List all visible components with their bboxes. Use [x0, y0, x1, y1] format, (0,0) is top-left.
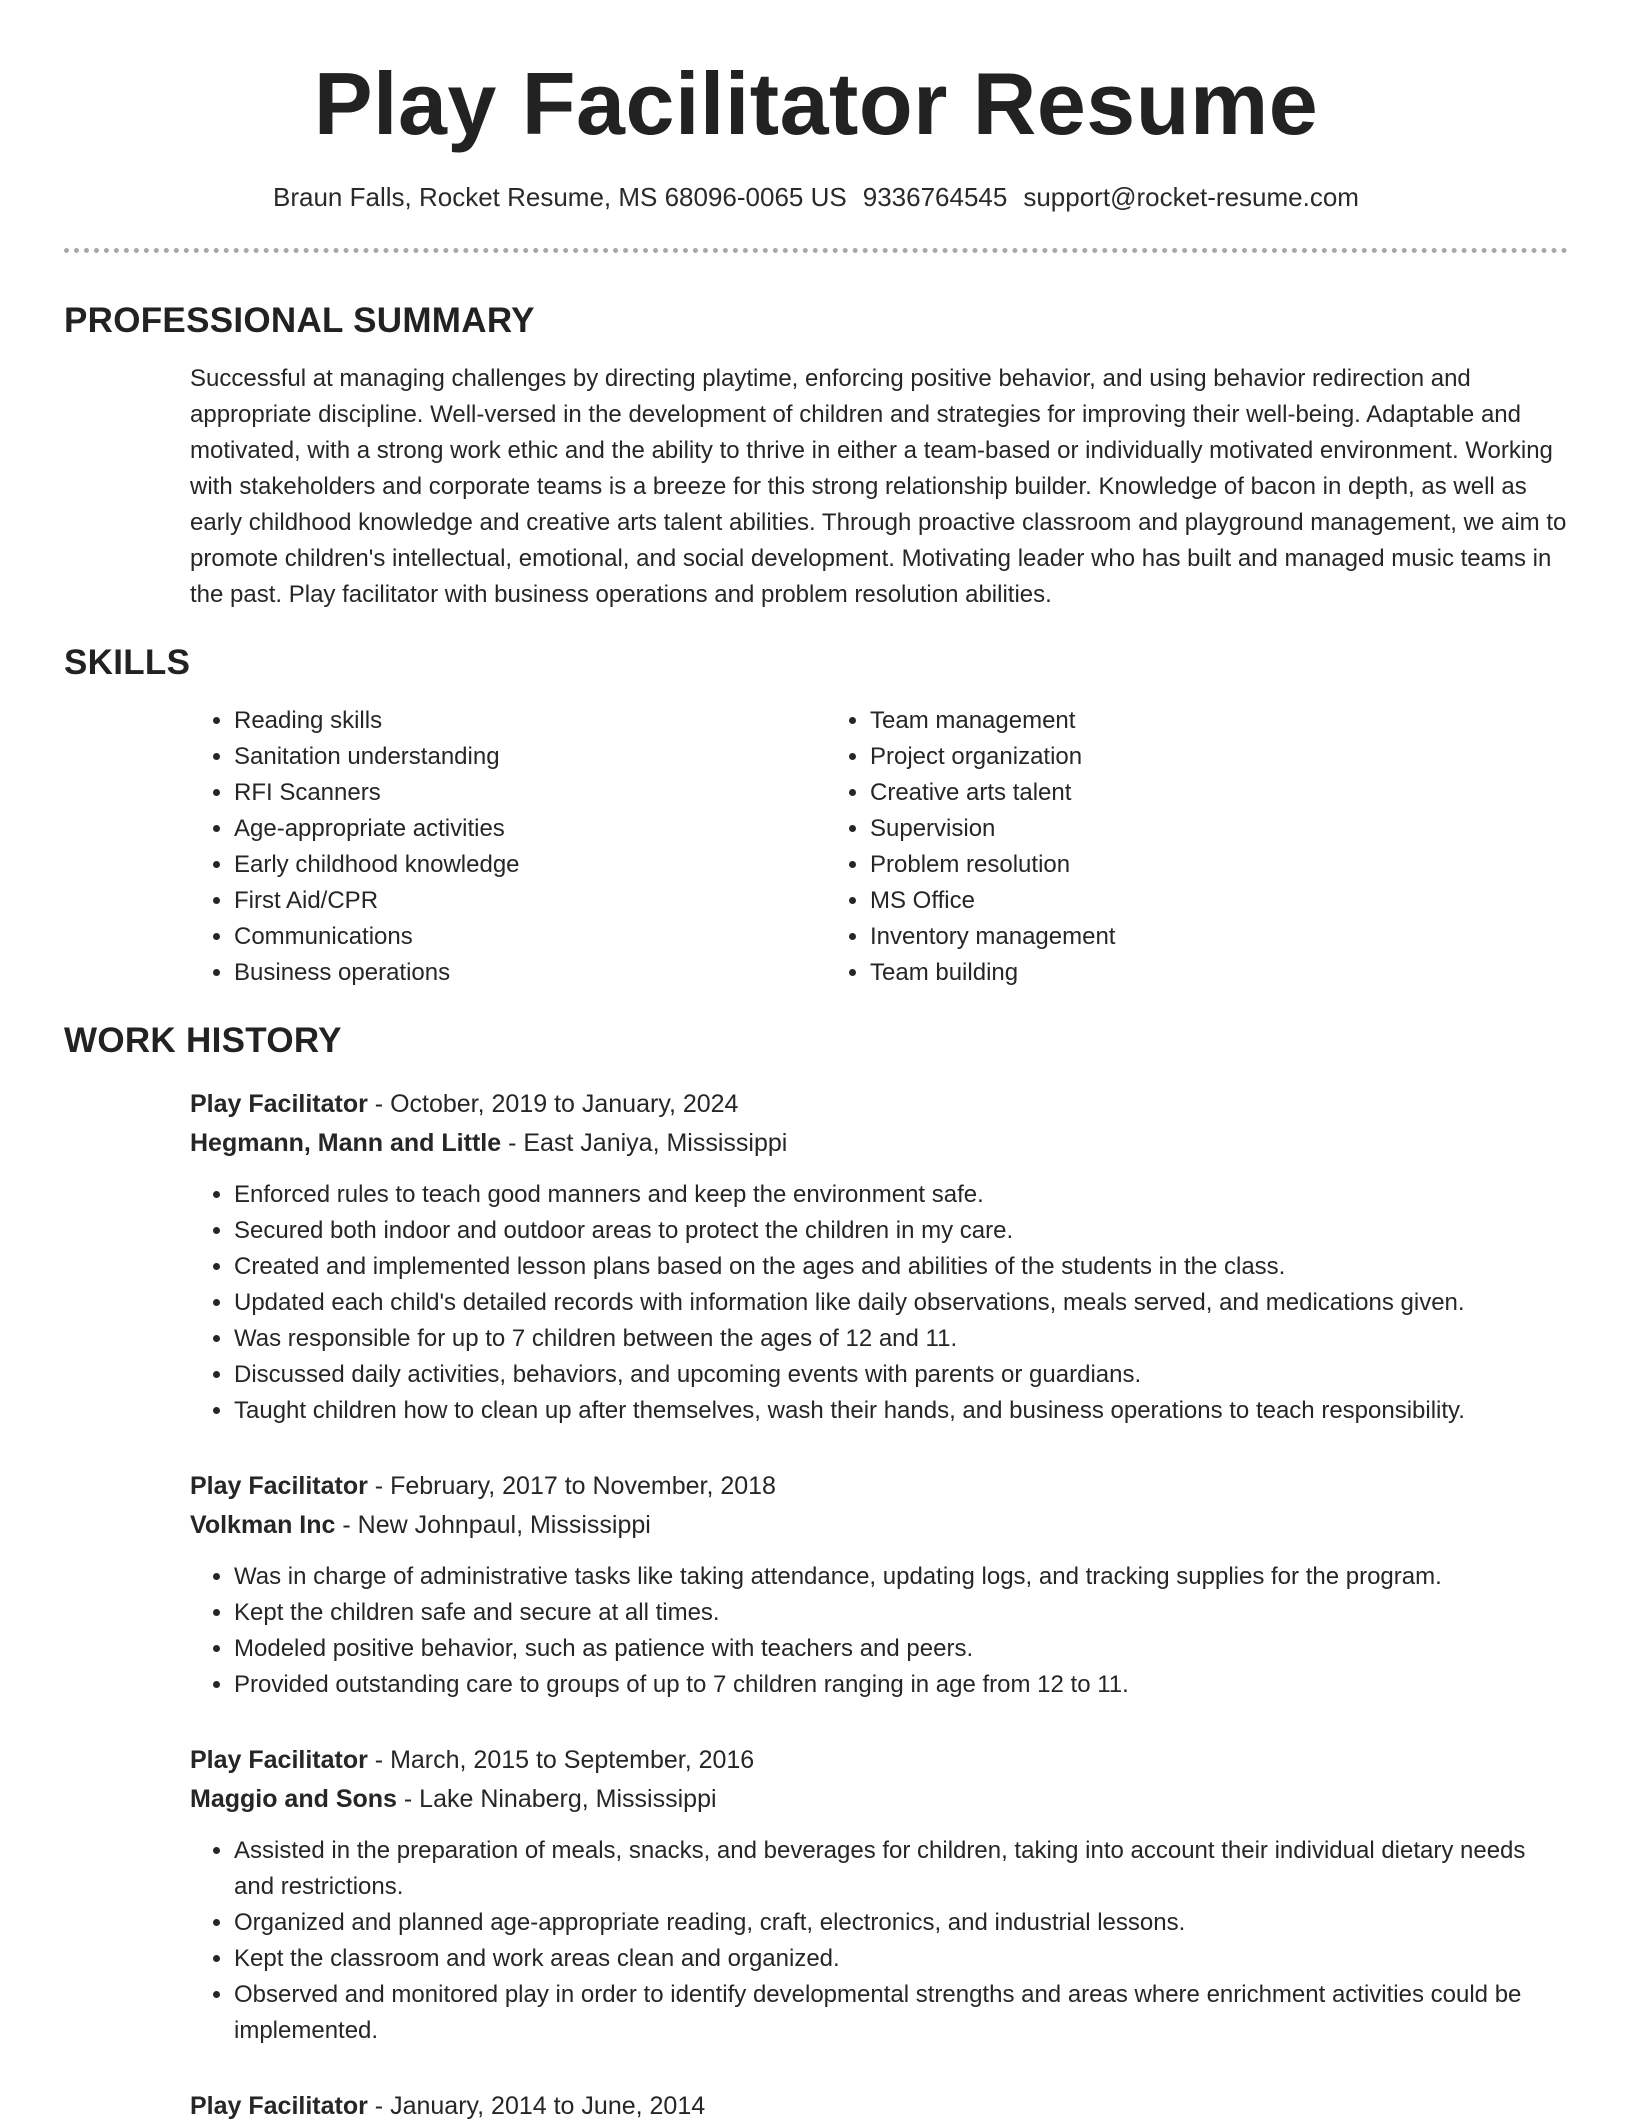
job-bullet: • Provided outstanding care to groups of up to 7 children ranging in age from 12 to 11. [234, 1667, 1568, 1703]
job-dates: - February, 2017 to November, 2018 [367, 1472, 776, 1500]
job-company: Volkman Inc [190, 1511, 336, 1539]
job-bullet: • Was responsible for up to 7 children between the ages of 12 and 11. [234, 1321, 1568, 1357]
skill-item: • Project organization [870, 739, 1462, 775]
job-title: Play Facilitator [190, 2092, 368, 2120]
skill-item: • Communications [234, 919, 826, 955]
job-location: - Lake Ninaberg, Mississippi [396, 1785, 717, 1813]
job-company: Maggio and Sons [190, 1785, 397, 1813]
contact-email[interactable]: support@rocket-resume.com [1023, 182, 1359, 212]
resume-title: Play Facilitator Resume [313, 54, 1319, 153]
job-bullet: • Taught children how to clean up after themselves, wash their hands, and business operations to teach responsibility. [234, 1393, 1568, 1429]
job-title: Play Facilitator [190, 1472, 368, 1500]
job-bullet: • Enforced rules to teach good manners and keep the environment safe. [234, 1177, 1568, 1213]
skill-item: • First Aid/CPR [234, 883, 826, 919]
skill-item: • Supervision [870, 811, 1462, 847]
job-bullet: • Assisted in the preparation of meals, snacks, and beverages for children, taking into account their individual dietary needs and restrictions. [234, 1833, 1568, 1905]
job-dates: - October, 2019 to January, 2024 [367, 1090, 739, 1118]
job-bullet: • Created and implemented lesson plans based on the ages and abilities of the students in the class. [234, 1249, 1568, 1285]
job-bullet: • Kept the children safe and secure at all times. [234, 1595, 1568, 1631]
skills-column-left [190, 703, 826, 991]
job-location: - New Johnpaul, Mississippi [335, 1511, 651, 1539]
work-history [190, 1085, 1568, 2126]
job-entry [190, 1085, 1568, 1429]
job-bullets [190, 1833, 1568, 2049]
job-title-line [190, 1741, 1568, 1780]
contact-line [64, 180, 1568, 214]
job-company-line [190, 1124, 1568, 1163]
job-entry [190, 1467, 1568, 1703]
work-history-heading: WORK HISTORY [64, 1021, 342, 1060]
job-bullet: • Kept the classroom and work areas clean and organized. [234, 1941, 1568, 1977]
skill-item: • Problem resolution [870, 847, 1462, 883]
skill-item: • Team building [870, 955, 1462, 991]
job-bullet: • Modeled positive behavior, such as patience with teachers and peers. [234, 1631, 1568, 1667]
job-company-line [190, 1506, 1568, 1545]
job-dates: - January, 2014 to June, 2014 [367, 2092, 706, 2120]
skill-item: • Business operations [234, 955, 826, 991]
job-location: - East Janiya, Mississippi [501, 1129, 788, 1157]
job-title: Play Facilitator [190, 1746, 368, 1774]
skill-item: • RFI Scanners [234, 775, 826, 811]
job-bullet: • Organized and planned age-appropriate reading, craft, electronics, and industrial lessons. [234, 1905, 1568, 1941]
job-bullet: • Secured both indoor and outdoor areas to protect the children in my care. [234, 1213, 1568, 1249]
skill-item: • Team management [870, 703, 1462, 739]
contact-phone: 9336764545 [862, 182, 1008, 212]
professional-summary-heading: PROFESSIONAL SUMMARY [64, 301, 535, 340]
skills-heading: SKILLS [64, 643, 191, 682]
skill-item: • Early childhood knowledge [234, 847, 826, 883]
job-bullet: • Was in charge of administrative tasks like taking attendance, updating logs, and tracking supplies for the program. [234, 1559, 1568, 1595]
skill-item: • MS Office [870, 883, 1462, 919]
skills-grid [190, 703, 1568, 991]
resume-page [64, 0, 1568, 2126]
header-divider [64, 248, 1568, 253]
job-title: Play Facilitator [190, 1090, 368, 1118]
job-bullet: • Updated each child's detailed records with information like daily observations, meals served, and medications given. [234, 1285, 1568, 1321]
skills-column-right [826, 703, 1462, 991]
contact-address: Braun Falls, Rocket Resume, MS 68096-0065 US [273, 182, 847, 212]
job-company-line [190, 1780, 1568, 1819]
job-bullet: • Discussed daily activities, behaviors, and upcoming events with parents or guardians. [234, 1357, 1568, 1393]
job-entry [190, 2087, 1568, 2126]
professional-summary-text: Successful at managing challenges by directing playtime, enforcing positive behavior, and using behavior redirection and appropriate discipline. Well-versed in the development of children and strategies for improving their well-being. Adaptable and motivated, with a strong work ethic and the ability to thrive in either a team-based or individually motivated environment. Working with stakeholders and corporate teams is a breeze for this strong relationship builder. Knowledge of bacon in depth, as well as early childhood knowledge and creative arts talent abilities. Through proactive classroom and playground management, we aim to promote children's intellectual, emotional, and social development. Motivating leader who has built and managed music teams in the past. Play facilitator with business operations and problem resolution abilities. [190, 365, 1567, 608]
skill-item: • Sanitation understanding [234, 739, 826, 775]
skill-item: • Inventory management [870, 919, 1462, 955]
job-title-line [190, 1085, 1568, 1124]
job-bullets [190, 1177, 1568, 1429]
job-title-line [190, 2087, 1568, 2126]
job-company: Hegmann, Mann and Little [190, 1129, 502, 1157]
job-dates: - March, 2015 to September, 2016 [367, 1746, 755, 1774]
job-bullets [190, 1559, 1568, 1703]
job-bullet: • Observed and monitored play in order to identify developmental strengths and areas where enrichment activities could be implemented. [234, 1977, 1568, 2049]
job-title-line [190, 1467, 1568, 1506]
job-entry [190, 1741, 1568, 2049]
skill-item: • Creative arts talent [870, 775, 1462, 811]
skill-item: • Reading skills [234, 703, 826, 739]
skill-item: • Age-appropriate activities [234, 811, 826, 847]
